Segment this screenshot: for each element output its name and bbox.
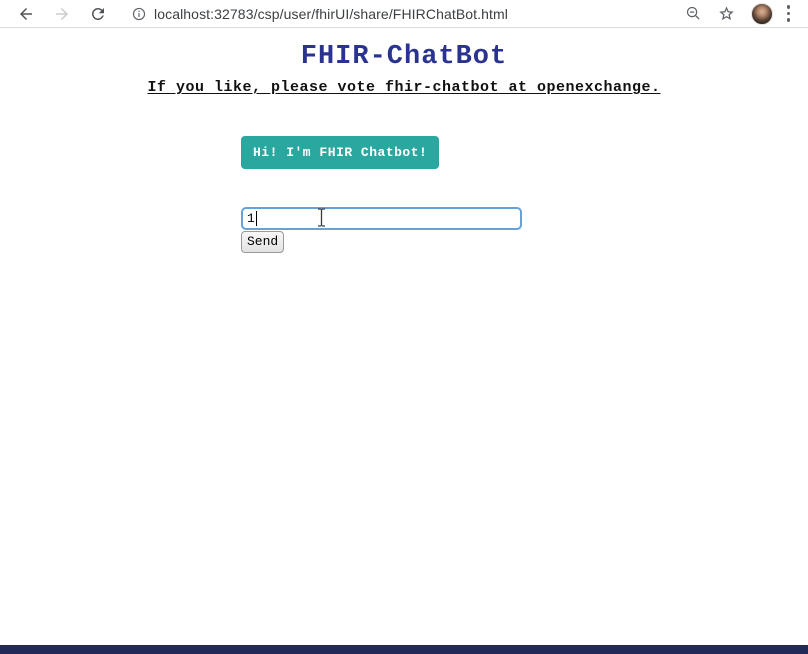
chat-area bbox=[241, 136, 531, 253]
reload-icon[interactable] bbox=[89, 5, 107, 23]
bottom-bar bbox=[0, 645, 808, 654]
mouse-ibeam-cursor bbox=[317, 208, 326, 227]
address-bar[interactable]: localhost:32783/csp/user/fhirUI/share/FHIRChatBot.html bbox=[154, 5, 508, 22]
text-caret bbox=[256, 211, 257, 226]
bookmark-star-icon[interactable] bbox=[718, 5, 735, 22]
chat-input[interactable] bbox=[241, 207, 522, 230]
send-button[interactable]: Send bbox=[241, 231, 284, 253]
info-icon[interactable] bbox=[132, 7, 146, 21]
page-content bbox=[0, 42, 808, 253]
back-icon[interactable] bbox=[17, 5, 35, 23]
page-title: FHIR-ChatBot bbox=[300, 42, 508, 72]
forward-icon[interactable] bbox=[53, 5, 71, 23]
vote-link[interactable]: If you like, please vote fhir-chatbot at openexchange. bbox=[147, 79, 661, 96]
browser-toolbar bbox=[0, 0, 808, 28]
profile-avatar[interactable] bbox=[751, 3, 773, 25]
browser-menu-icon[interactable] bbox=[787, 5, 791, 22]
zoom-out-icon[interactable] bbox=[685, 5, 702, 22]
bot-message-bubble: Hi! I'm FHIR Chatbot! bbox=[241, 136, 439, 169]
